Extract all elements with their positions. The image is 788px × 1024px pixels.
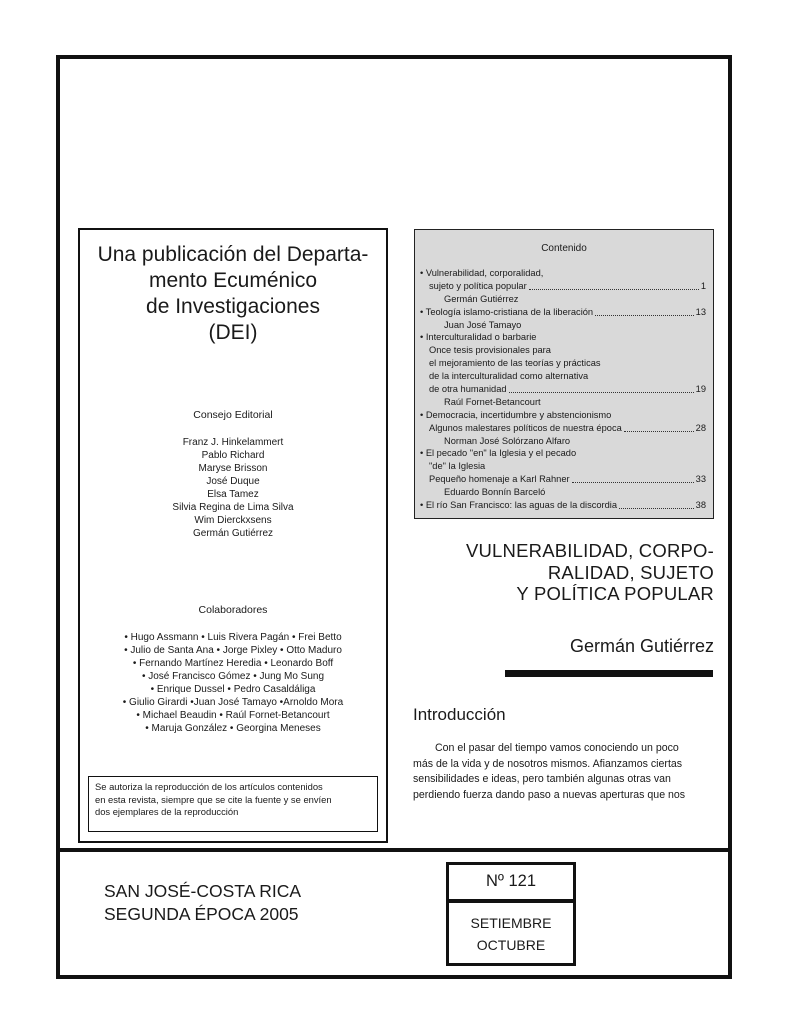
board-member: Maryse Brisson (198, 463, 268, 474)
board-member: Franz J. Hinkelammert (182, 437, 284, 448)
publisher-title-line: de Investigaciones (146, 295, 320, 318)
toc-line: Germán Gutiérrez (444, 293, 519, 304)
toc-line: • Democracia, incertidumbre y abstencionismo (420, 409, 612, 420)
article-title (466, 540, 714, 605)
toc-line (420, 383, 706, 396)
reproduction-notice (88, 776, 378, 832)
toc-page-number: 33 (695, 474, 706, 485)
collaborators-line: • Enrique Dussel • Pedro Casaldáliga (150, 684, 316, 695)
toc-line (420, 499, 706, 512)
collaborators-title: Colaboradores (198, 604, 268, 616)
notice-line: Se autoriza la reproducción de los artículos contenidos (95, 781, 323, 792)
board-member: José Duque (206, 476, 260, 487)
toc-line: • Interculturalidad o barbarie (420, 332, 537, 343)
footer-divider (56, 848, 732, 852)
toc-line: el mejoramiento de las teorías y prácticas (429, 358, 601, 369)
article-body (413, 741, 715, 803)
toc-page-number: 38 (695, 500, 706, 511)
toc-leader-dots (509, 383, 694, 393)
body-line: sensibilidades e ideas, pero también algunas otras van (413, 773, 671, 785)
toc-leader-dots (595, 306, 694, 316)
notice-line: dos ejemplares de la reproducción (95, 806, 239, 818)
date-line: SETIEMBRE (470, 915, 552, 931)
toc-leader-dots (624, 422, 694, 432)
body-line: perdiendo fuerza dando paso a nuevas aperturas que nos (413, 788, 686, 801)
publication-place (104, 880, 301, 926)
table-of-contents (420, 267, 706, 512)
article-title-line: RALIDAD, SUJETO (547, 561, 714, 583)
place-line: SAN JOSÉ-COSTA RICA (104, 881, 302, 901)
collaborators-list (80, 631, 386, 735)
collaborators-line: • Giulio Girardi •Juan José Tamayo •Arnoldo Mora (122, 697, 344, 708)
toc-entry-text: Pequeño homenaje a Karl Rahner (429, 474, 570, 485)
editorial-board-title: Consejo Editorial (193, 409, 273, 421)
toc-page-number: 19 (695, 384, 706, 395)
issue-number: Nº 121 (446, 862, 576, 902)
place-line: SEGUNDA ÉPOCA 2005 (104, 904, 299, 924)
section-heading: Introducción (413, 705, 506, 724)
publisher-title-line: Una publicación del Departa- (97, 243, 369, 266)
board-member: Germán Gutiérrez (192, 528, 274, 539)
article-author: Germán Gutiérrez (569, 636, 714, 656)
toc-line: • El pecado "en" la Iglesia y el pecado (420, 448, 577, 459)
editorial-board-list (80, 436, 386, 540)
board-member: Silvia Regina de Lima Silva (172, 502, 294, 513)
toc-entry-text: • El río San Francisco: las aguas de la discordia (420, 500, 618, 511)
toc-line (420, 422, 706, 435)
board-member: Pablo Richard (201, 450, 265, 461)
title-rule (505, 670, 713, 677)
notice-line: en esta revista, siempre que se cite la fuente y se envíen (95, 793, 332, 805)
toc-line (420, 280, 706, 293)
toc-page-number: 28 (695, 422, 706, 433)
toc-line: Norman José Solórzano Alfaro (444, 435, 571, 446)
collaborators-line: • Julio de Santa Ana • Jorge Pixley • Otto Maduro (124, 645, 342, 656)
toc-leader-dots (619, 499, 694, 509)
body-line: Con el pasar del tiempo vamos conociendo un poco (435, 742, 679, 754)
toc-line: Once tesis provisionales para (429, 345, 551, 356)
collaborators-line: • Michael Beaudin • Raúl Fornet-Betancourt (136, 710, 330, 721)
date-line: OCTUBRE (476, 937, 546, 953)
contents-box (414, 229, 714, 519)
toc-entry-text: • Teología islamo-cristiana de la liberación (420, 306, 594, 317)
article-title-line: Y POLÍTICA POPULAR (516, 583, 714, 604)
board-member: Wim Dierckxsens (194, 515, 272, 526)
toc-page-number: 1 (700, 280, 706, 291)
issue-date (446, 900, 576, 966)
toc-entry-text: sujeto y política popular (429, 280, 527, 291)
body-line: más de la vida y de nosotros mismos. Afianzamos ciertas (413, 757, 683, 770)
publisher-box (78, 228, 388, 843)
toc-line (420, 473, 706, 486)
collaborators-line: • Hugo Assmann • Luis Rivera Pagán • Frei Betto (124, 632, 342, 643)
toc-line: Raúl Fornet-Betancourt (444, 396, 541, 407)
toc-entry-text: Algunos malestares políticos de nuestra época (429, 422, 622, 433)
contents-title: Contenido (541, 243, 587, 254)
toc-page-number: 13 (695, 306, 706, 317)
toc-line: • Vulnerabilidad, corporalidad, (420, 268, 544, 278)
toc-leader-dots (572, 473, 694, 483)
publisher-title (80, 242, 386, 346)
collaborators-line: • José Francisco Gómez • Jung Mo Sung (141, 671, 325, 682)
toc-line (420, 306, 706, 319)
collaborators-line: • Maruja González • Georgina Meneses (145, 723, 321, 734)
toc-line: "de" la Iglesia (429, 461, 486, 472)
publisher-title-line: mento Ecuménico (148, 269, 318, 292)
publisher-title-line: (DEI) (208, 321, 258, 344)
toc-line: de la interculturalidad como alternativa (429, 371, 589, 382)
board-member: Elsa Tamez (207, 489, 259, 500)
collaborators-line: • Fernando Martínez Heredia • Leonardo Boff (132, 658, 334, 669)
toc-leader-dots (529, 280, 699, 290)
toc-entry-text: de otra humanidad (429, 384, 507, 395)
article-title-line: VULNERABILIDAD, CORPO- (465, 540, 714, 561)
toc-line: Juan José Tamayo (444, 319, 522, 330)
toc-line: Eduardo Bonnín Barceló (444, 487, 546, 498)
